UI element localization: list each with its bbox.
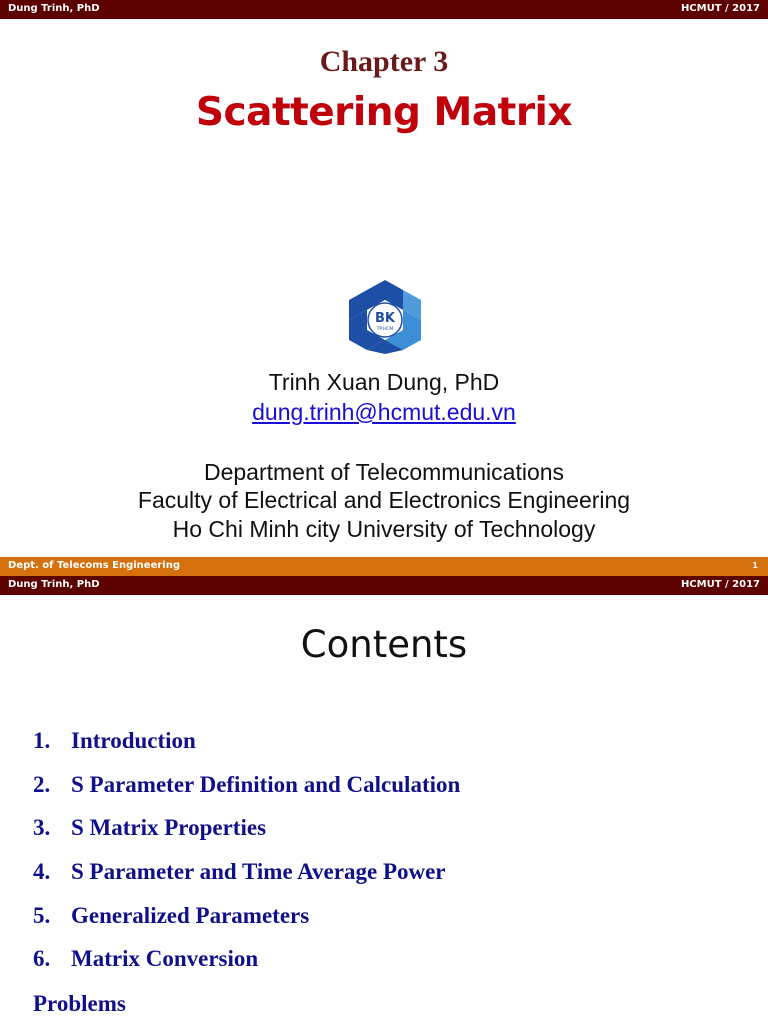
- toc-item-number: 4.: [33, 859, 51, 885]
- table-of-contents: [33, 728, 733, 990]
- toc-item: [33, 772, 733, 816]
- toc-item: [33, 728, 733, 772]
- toc-item-label: S Matrix Properties: [71, 815, 267, 841]
- author-name: Trinh Xuan Dung, PhD: [268, 369, 500, 395]
- affiliation-department: Department of Telecommunications: [203, 459, 565, 485]
- toc-item-number: 1.: [33, 728, 51, 753]
- toc-item-label: Generalized Parameters: [71, 902, 310, 928]
- affiliation-university: Ho Chi Minh city University of Technology: [172, 516, 596, 542]
- toc-item-label: S Parameter Definition and Calculation: [71, 771, 461, 797]
- university-logo-icon: [345, 278, 425, 356]
- logo-text-main: BK: [375, 311, 395, 326]
- toc-item: [33, 946, 733, 990]
- header-institution-year: HCMUT / 2017: [680, 579, 760, 590]
- toc-item: [33, 815, 733, 859]
- contents-slide: [0, 576, 768, 1024]
- page-number: 1: [752, 561, 758, 570]
- toc-item-number: 3.: [33, 815, 51, 841]
- toc-item: [33, 859, 733, 903]
- logo-text-sub: TP.HCM: [376, 327, 394, 332]
- toc-item: [33, 903, 733, 947]
- header-author: Dung Trinh, PhD: [8, 3, 100, 14]
- footer-department: Dept. of Telecoms Engineering: [8, 560, 180, 571]
- affiliation-faculty: Faculty of Electrical and Electronics Engineering: [137, 487, 631, 513]
- toc-item-number: 5.: [33, 902, 51, 928]
- slide-footer-bar: [0, 557, 768, 576]
- chapter-label: Chapter 3: [319, 45, 449, 78]
- toc-item-label: Matrix Conversion: [71, 946, 259, 972]
- slide-header-bar: [0, 576, 768, 595]
- header-author: Dung Trinh, PhD: [8, 579, 100, 590]
- contents-title: Contents: [300, 623, 468, 666]
- toc-item-number: 2.: [33, 771, 51, 797]
- slide-header-bar: [0, 0, 768, 19]
- toc-item-number: 6.: [33, 946, 51, 972]
- toc-item-label: Introduction: [71, 728, 196, 753]
- toc-item-label: S Parameter and Time Average Power: [71, 859, 446, 885]
- toc-item-problems: Problems: [33, 991, 126, 1016]
- header-institution-year: HCMUT / 2017: [680, 3, 760, 14]
- author-email-link[interactable]: dung.trinh@hcmut.edu.vn: [252, 399, 516, 425]
- slide-title: Scattering Matrix: [195, 90, 573, 135]
